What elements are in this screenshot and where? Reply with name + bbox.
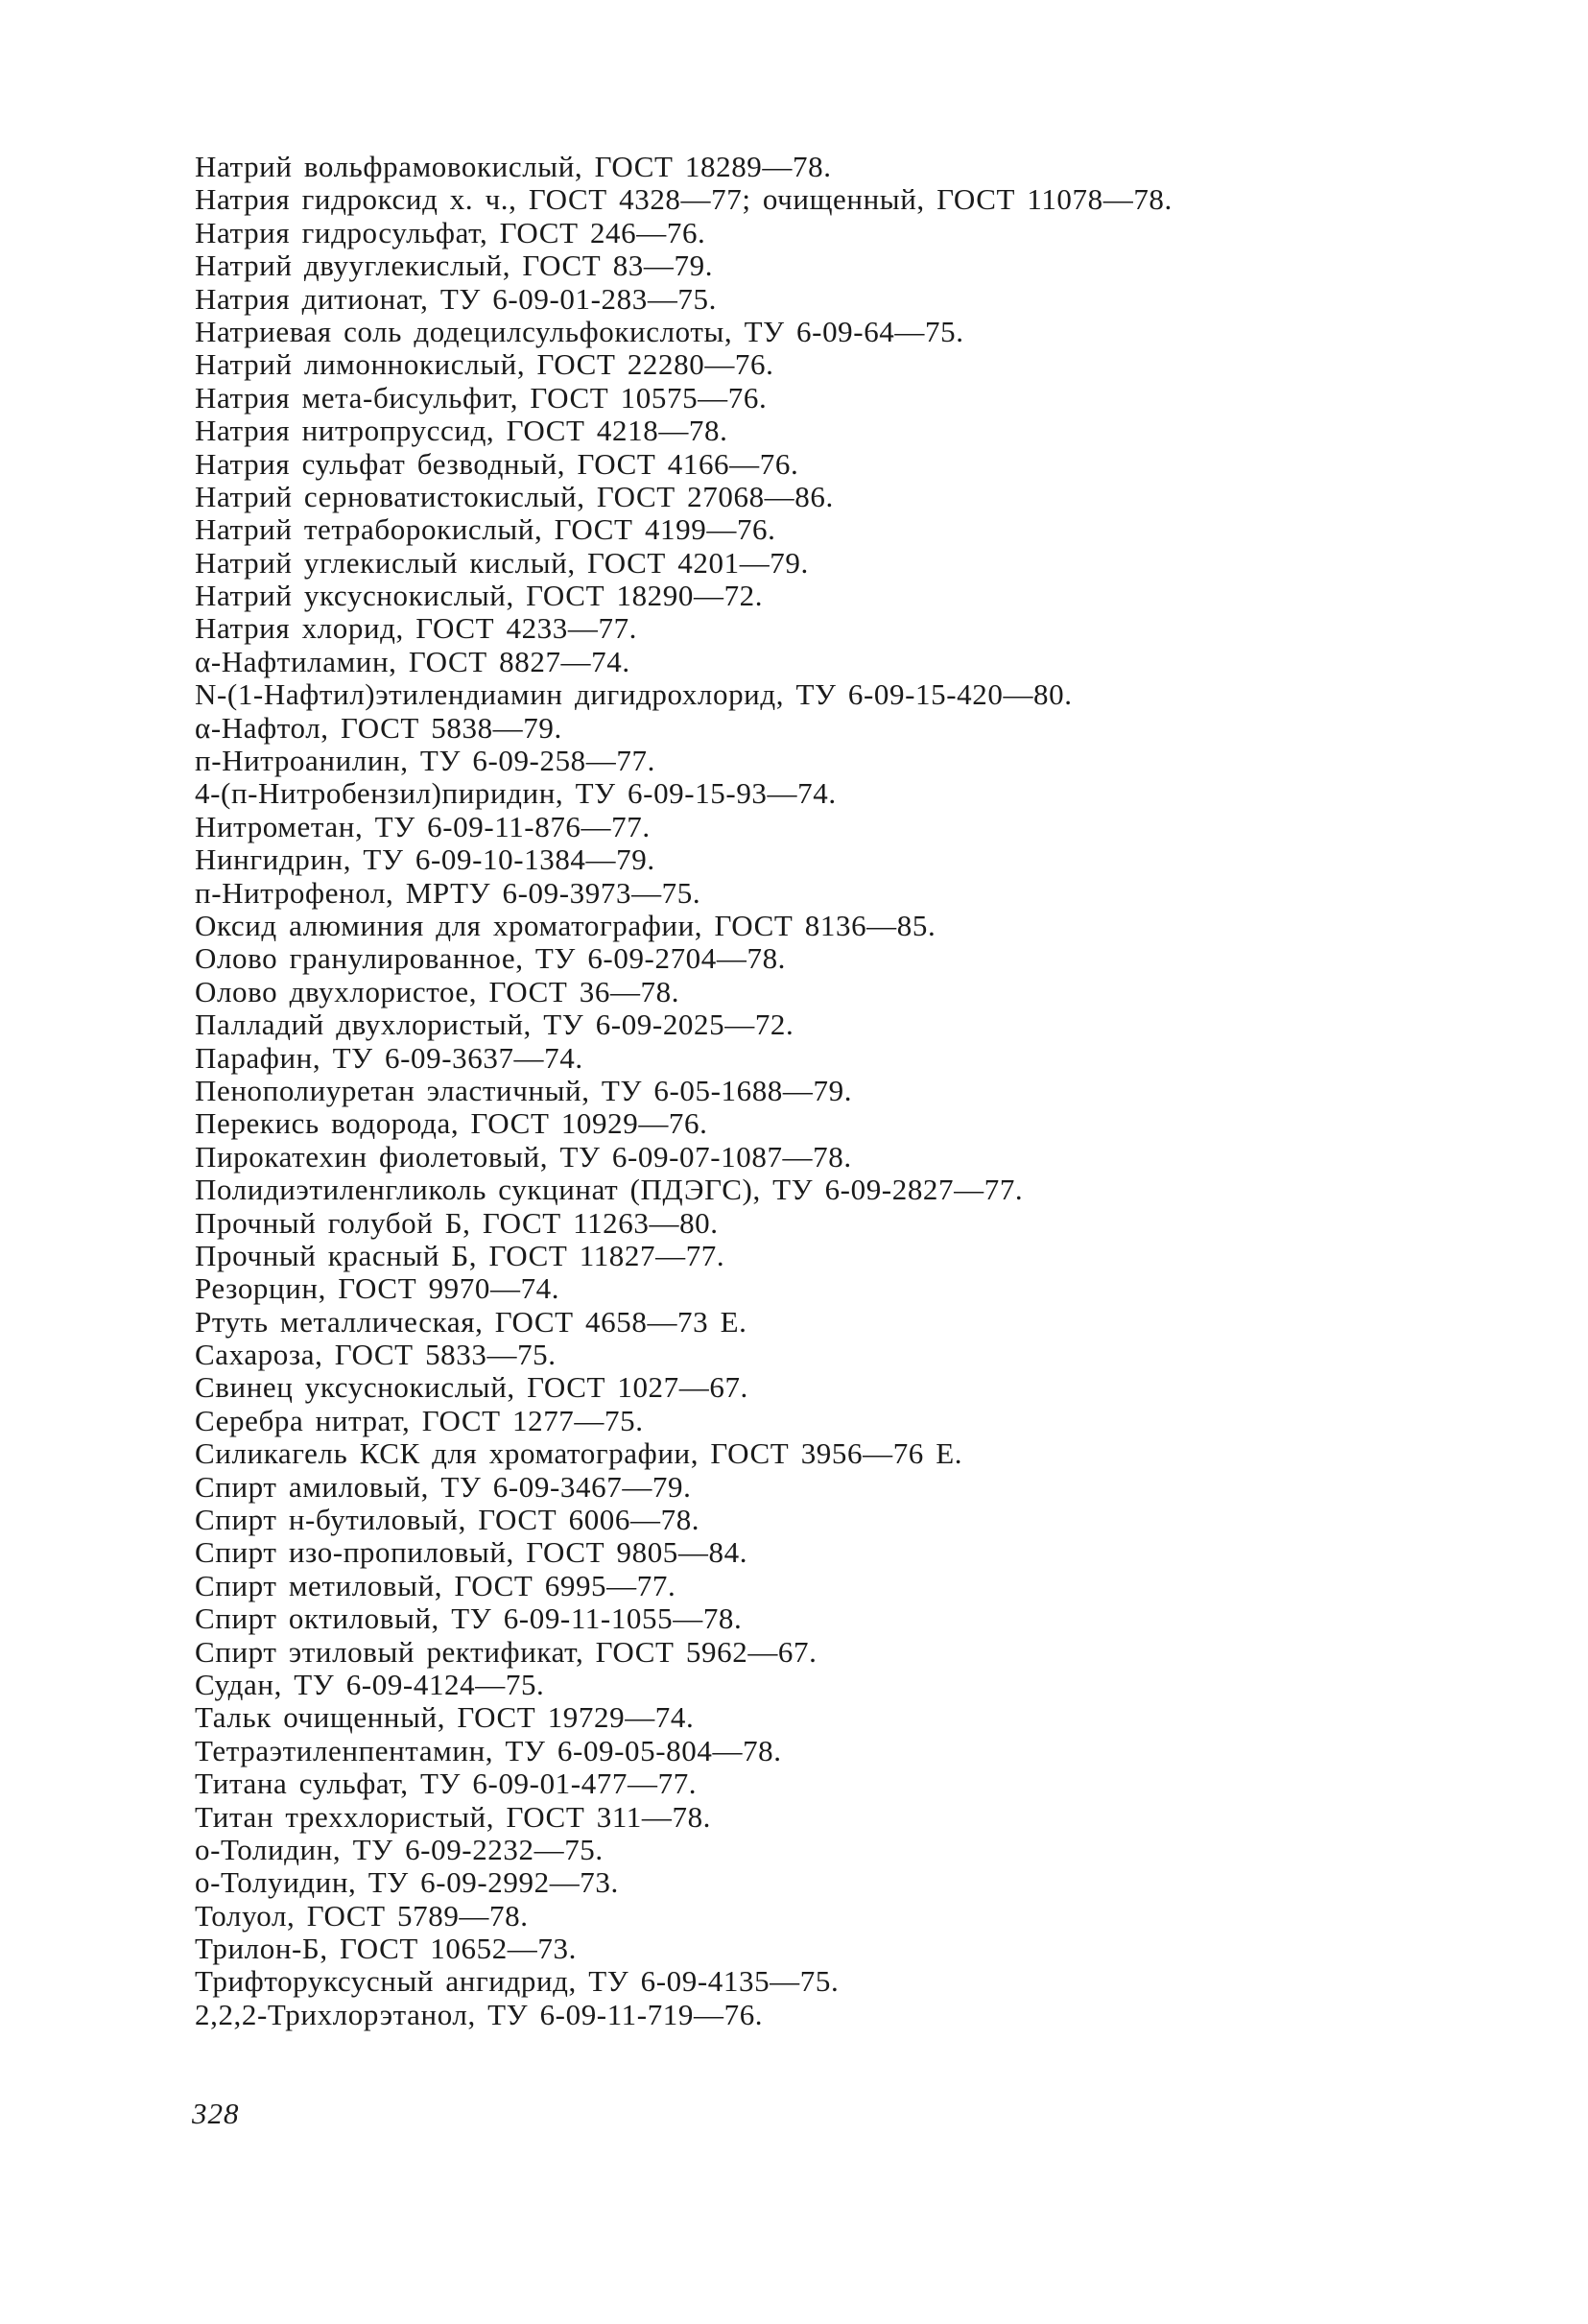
list-item: Прочный голубой Б, ГОСТ 11263—80.: [195, 1205, 719, 1240]
list-item: о-Толидин, ТУ 6-09-2232—75.: [195, 1832, 604, 1866]
list-item: Натрия нитропруссид, ГОСТ 4218—78.: [195, 414, 728, 448]
list-item: 4-(п-Нитробензил)пиридин, ТУ 6-09-15-93—74.: [195, 776, 837, 811]
list-item: Натрий углекислый кислый, ГОСТ 4201—79.: [195, 545, 809, 580]
list-item: Силикагель КСК для хроматографии, ГОСТ 3956—76 Е.: [195, 1436, 963, 1471]
list-item: Полидиэтиленгликоль сукцинат (ПДЭГС), ТУ 6-09-2827—77.: [195, 1173, 1024, 1207]
list-item: Судан, ТУ 6-09-4124—75.: [195, 1667, 545, 1701]
list-item: Натрия гидросульфат, ГОСТ 246—76.: [195, 215, 706, 249]
list-item: Спирт амиловый, ТУ 6-09-3467—79.: [195, 1469, 692, 1504]
list-item: Ртуть металлическая, ГОСТ 4658—73 Е.: [195, 1304, 747, 1339]
list-item: Спирт н-бутиловый, ГОСТ 6006—78.: [195, 1503, 700, 1537]
list-item: Палладий двухлористый, ТУ 6-09-2025—72.: [195, 1008, 794, 1042]
list-item: Парафин, ТУ 6-09-3637—74.: [195, 1040, 583, 1075]
list-item: п-Нитрофенол, МРТУ 6-09-3973—75.: [195, 875, 701, 910]
list-item: Натрий тетраборокислый, ГОСТ 4199—76.: [195, 512, 776, 547]
list-item: Натрий лимоннокислый, ГОСТ 22280—76.: [195, 347, 774, 382]
list-item: Оксид алюминия для хроматографии, ГОСТ 8136—85.: [195, 908, 936, 942]
list-item: Натрия гидроксид х. ч., ГОСТ 4328—77; очищенный, ГОСТ 11078—78.: [195, 182, 1173, 217]
list-item: Свинец уксуснокислый, ГОСТ 1027—67.: [195, 1370, 748, 1405]
list-item: α-Нафтиламин, ГОСТ 8827—74.: [195, 644, 630, 678]
list-item: Сахароза, ГОСТ 5833—75.: [195, 1338, 557, 1372]
list-item: Тальк очищенный, ГОСТ 19729—74.: [195, 1700, 695, 1735]
list-item: Натрий уксуснокислый, ГОСТ 18290—72.: [195, 579, 764, 613]
list-item: 2,2,2-Трихлорэтанол, ТУ 6-09-11-719—76.: [195, 1997, 764, 2031]
list-item: Натрия дитионат, ТУ 6-09-01-283—75.: [195, 281, 717, 316]
list-item: Титан треххлористый, ГОСТ 311—78.: [195, 1799, 712, 1834]
list-item: Нитрометан, ТУ 6-09-11-876—77.: [195, 809, 651, 843]
list-item: Натрий серноватистокислый, ГОСТ 27068—86.: [195, 479, 834, 513]
list-item: п-Нитроанилин, ТУ 6-09-258—77.: [195, 744, 655, 778]
list-item: Спирт октиловый, ТУ 6-09-11-1055—78.: [195, 1601, 743, 1636]
list-item: Натрий вольфрамовокислый, ГОСТ 18289—78.: [195, 150, 832, 183]
list-item: Трилон-Б, ГОСТ 10652—73.: [195, 1932, 577, 1966]
page-number: 328: [192, 2097, 240, 2130]
list-item: Прочный красный Б, ГОСТ 11827—77.: [195, 1238, 725, 1272]
list-item: Спирт изо-пропиловый, ГОСТ 9805—84.: [195, 1535, 748, 1570]
list-item: Пирокатехин фиолетовый, ТУ 6-09-07-1087—78.: [195, 1139, 852, 1174]
list-item: Олово гранулированное, ТУ 6-09-2704—78.: [195, 941, 787, 976]
list-item: α-Нафтол, ГОСТ 5838—79.: [195, 710, 562, 745]
list-item: Трифторуксусный ангидрид, ТУ 6-09-4135—75.: [195, 1964, 840, 1999]
list-item: Натрий двууглекислый, ГОСТ 83—79.: [195, 249, 714, 283]
list-item: Серебра нитрат, ГОСТ 1277—75.: [195, 1403, 644, 1437]
list-item: Толуол, ГОСТ 5789—78.: [195, 1898, 529, 1933]
list-item: Олово двухлористое, ГОСТ 36—78.: [195, 974, 680, 1008]
list-item: о-Толуидин, ТУ 6-09-2992—73.: [195, 1865, 619, 1900]
list-item: Тетраэтиленпентамин, ТУ 6-09-05-804—78.: [195, 1733, 782, 1767]
list-item: Натриевая соль додецилсульфокислоты, ТУ 6-09-64—75.: [195, 314, 964, 348]
list-item: Натрия хлорид, ГОСТ 4233—77.: [195, 611, 638, 646]
list-item: Нингидрин, ТУ 6-09-10-1384—79.: [195, 842, 655, 877]
reagent-list: [195, 151, 1442, 2031]
list-item: Резорцин, ГОСТ 9970—74.: [195, 1271, 560, 1306]
list-item: Титана сульфат, ТУ 6-09-01-477—77.: [195, 1767, 698, 1801]
list-item: Натрия мета-бисульфит, ГОСТ 10575—76.: [195, 380, 768, 415]
list-item: N-(1-Нафтил)этилендиамин дигидрохлорид, ТУ 6-09-15-420—80.: [195, 677, 1073, 712]
list-item: Перекись водорода, ГОСТ 10929—76.: [195, 1106, 708, 1141]
list-item: Натрия сульфат безводный, ГОСТ 4166—76.: [195, 446, 799, 481]
list-item: Пенополиуретан эластичный, ТУ 6-05-1688—79.: [195, 1073, 853, 1107]
list-item: Спирт этиловый ректификат, ГОСТ 5962—67.: [195, 1634, 818, 1669]
list-item: Спирт метиловый, ГОСТ 6995—77.: [195, 1568, 676, 1602]
